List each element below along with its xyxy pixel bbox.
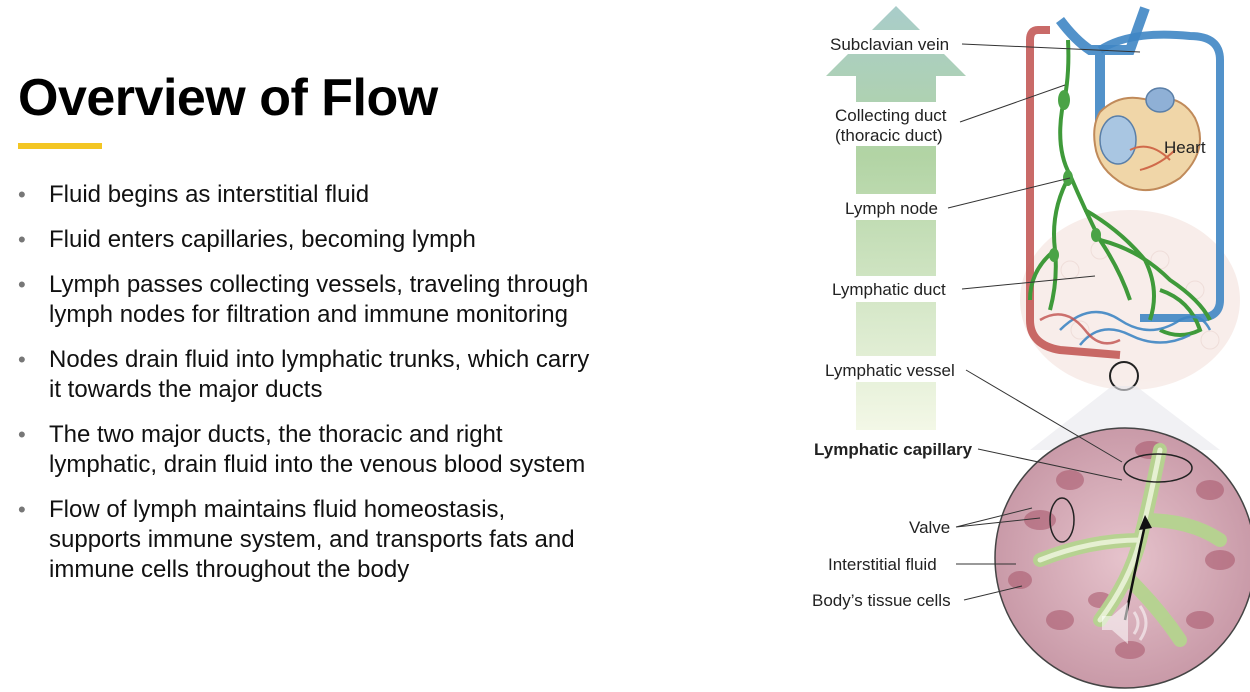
bullet-marker: • [18,227,26,252]
title-underline [18,143,102,149]
bullet-marker: • [18,422,26,447]
label-body-tissue-cells: Body’s tissue cells [812,591,951,610]
slide-title: Overview of Flow [18,69,438,127]
bullet-item [18,225,598,255]
bullet-item [18,270,598,330]
bullet-text: Fluid begins as interstitial fluid [49,181,370,208]
label-collecting-duct: Collecting duct [835,106,947,125]
magnified-view [995,428,1250,688]
bullet-text: Lymph passes collecting vessels, traveling through lymph nodes for filtration and immune monitoring [49,271,589,328]
lymph-flow-diagram [800,0,1250,692]
label-subclavian-vein: Subclavian vein [830,35,950,54]
bullet-text: Fluid enters capillaries, becoming lymph [49,226,476,253]
bullet-marker: • [18,497,26,522]
bullet-text: Flow of lymph maintains fluid homeostasis, supports immune system, and transports fats and immune cells throughout the body [49,496,575,583]
label-heart: Heart [1164,138,1206,157]
label-valve: Valve [909,518,951,537]
label-lymph-node: Lymph node [845,199,938,218]
bullet-text: The two major ducts, the thoracic and right lymphatic, drain fluid into the venous blood system [49,421,586,478]
label-lymphatic-capillary: Lymphatic capillary [814,440,973,459]
label-lymphatic-duct: Lymphatic duct [832,280,946,299]
label-thoracic-duct: (thoracic duct) [835,126,943,145]
label-interstitial-fluid: Interstitial fluid [828,555,937,574]
bullet-list [18,180,598,600]
bullet-item [18,180,598,210]
bullet-marker: • [18,182,26,207]
bullet-item [18,420,598,480]
bullet-marker: • [18,272,26,297]
bullet-item [18,345,598,405]
bullet-text: Nodes drain fluid into lymphatic trunks, which carry it towards the major ducts [49,346,590,403]
label-lymphatic-vessel: Lymphatic vessel [825,361,955,380]
bullet-item [18,495,598,585]
bullet-marker: • [18,347,26,372]
